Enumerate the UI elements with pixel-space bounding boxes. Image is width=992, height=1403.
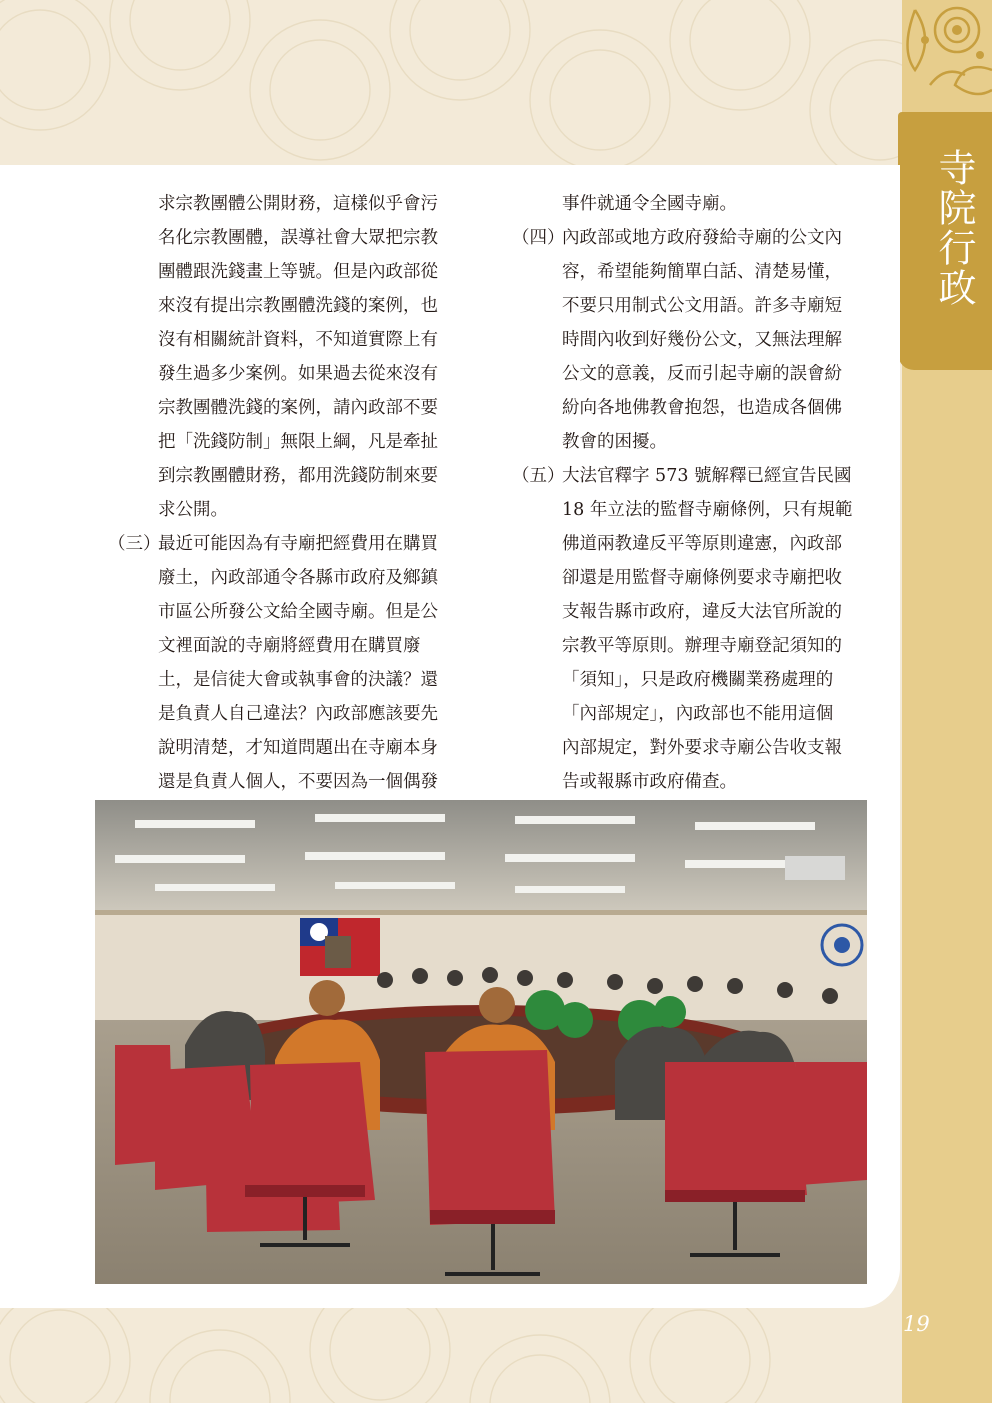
text-line	[512, 255, 872, 289]
text-line	[108, 255, 468, 289]
text-line	[512, 527, 872, 561]
line-text: 「須知」，只是政府機關業務處理的	[562, 670, 834, 690]
line-text: 大法官釋字 573 號解釋已經宣告民國	[562, 466, 852, 486]
line-text: 還是負責人個人，不要因為一個偶發	[158, 772, 438, 792]
text-line	[108, 561, 468, 595]
line-text: 宗教平等原則。辦理寺廟登記須知的	[562, 636, 842, 656]
item-marker: （三）	[108, 534, 161, 554]
text-line	[512, 595, 872, 629]
line-text: 名化宗教團體，誤導社會大眾把宗教	[158, 228, 438, 248]
line-text: 團體跟洗錢畫上等號。但是內政部從	[158, 262, 438, 282]
text-line	[108, 697, 468, 731]
line-text: 求公開。	[158, 500, 228, 520]
text-line	[108, 323, 468, 357]
line-text: 宗教團體洗錢的案例，請內政部不要	[158, 398, 438, 418]
line-text: 教會的困擾。	[562, 432, 667, 452]
right-text-column	[512, 187, 872, 799]
line-text: 到宗教團體財務，都用洗錢防制來要	[158, 466, 438, 486]
text-line	[512, 357, 872, 391]
line-text: 最近可能因為有寺廟把經費用在購買	[158, 534, 438, 554]
line-text: 土，是信徒大會或執事會的決議？還	[158, 670, 438, 690]
line-text: 發生過多少案例。如果過去從來沒有	[158, 364, 438, 384]
line-text: 把「洗錢防制」無限上綱，凡是牽扯	[158, 432, 438, 452]
line-text: 時間內收到好幾份公文，又無法理解	[562, 330, 842, 350]
text-line	[108, 765, 468, 799]
line-text: 佛道兩教違反平等原則違憲，內政部	[562, 534, 842, 554]
text-line	[512, 561, 872, 595]
corner-ornament-icon	[895, 0, 992, 100]
text-line	[108, 187, 468, 221]
text-line	[108, 221, 468, 255]
line-text: 說明清楚，才知道問題出在寺廟本身	[158, 738, 438, 758]
line-text: 事件就通令全國寺廟。	[562, 194, 737, 214]
item-marker: （四）	[512, 228, 565, 248]
meeting-photo	[95, 800, 867, 1284]
text-line	[512, 697, 872, 731]
text-line	[108, 391, 468, 425]
text-line	[108, 425, 468, 459]
text-line	[108, 663, 468, 697]
text-line	[512, 425, 872, 459]
text-line	[108, 493, 468, 527]
line-text: 市區公所發公文給全國寺廟。但是公	[158, 602, 438, 622]
text-line	[108, 289, 468, 323]
line-text: 支報告縣市政府，違反大法官所說的	[562, 602, 842, 622]
text-line	[108, 357, 468, 391]
text-line	[108, 629, 468, 663]
text-line	[512, 323, 872, 357]
text-line	[512, 289, 872, 323]
section-title: 寺院行政	[932, 148, 976, 308]
line-text: 容，希望能夠簡單白話、清楚易懂，	[562, 262, 842, 282]
line-text: 卻還是用監督寺廟條例要求寺廟把收	[562, 568, 842, 588]
text-line	[512, 629, 872, 663]
line-text: 沒有相關統計資料，不知道實際上有	[158, 330, 438, 350]
left-text-column	[108, 187, 468, 799]
text-line	[108, 527, 468, 561]
line-text: 內部規定，對外要求寺廟公告收支報	[562, 738, 842, 758]
line-text: 廢土，內政部通令各縣市政府及鄉鎮	[158, 568, 438, 588]
line-text: 求宗教團體公開財務，這樣似乎會污	[158, 194, 438, 214]
text-line	[108, 595, 468, 629]
text-line	[512, 391, 872, 425]
line-text: 公文的意義，反而引起寺廟的誤會紛	[562, 364, 842, 384]
text-line	[512, 765, 872, 799]
line-text: 紛向各地佛教會抱怨，也造成各個佛	[562, 398, 842, 418]
text-line	[108, 459, 468, 493]
text-line	[512, 459, 872, 493]
line-text: 來沒有提出宗教團體洗錢的案例，也	[158, 296, 438, 316]
line-text: 不要只用制式公文用語。許多寺廟短	[562, 296, 842, 316]
text-line	[512, 187, 872, 221]
text-line	[512, 493, 872, 527]
line-text: 內政部或地方政府發給寺廟的公文內	[562, 228, 842, 248]
line-text: 18 年立法的監督寺廟條例，只有規範	[562, 500, 853, 520]
page-number: 19	[903, 1312, 930, 1336]
line-text: 告或報縣市政府備查。	[562, 772, 737, 792]
text-line	[108, 731, 468, 765]
item-marker: （五）	[512, 466, 565, 486]
text-line	[512, 221, 872, 255]
text-line	[512, 731, 872, 765]
line-text: 文裡面說的寺廟將經費用在購買廢	[158, 636, 421, 656]
line-text: 是負責人自己違法？內政部應該要先	[158, 704, 438, 724]
line-text: 「內部規定」，內政部也不能用這個	[562, 704, 834, 724]
text-line	[512, 663, 872, 697]
